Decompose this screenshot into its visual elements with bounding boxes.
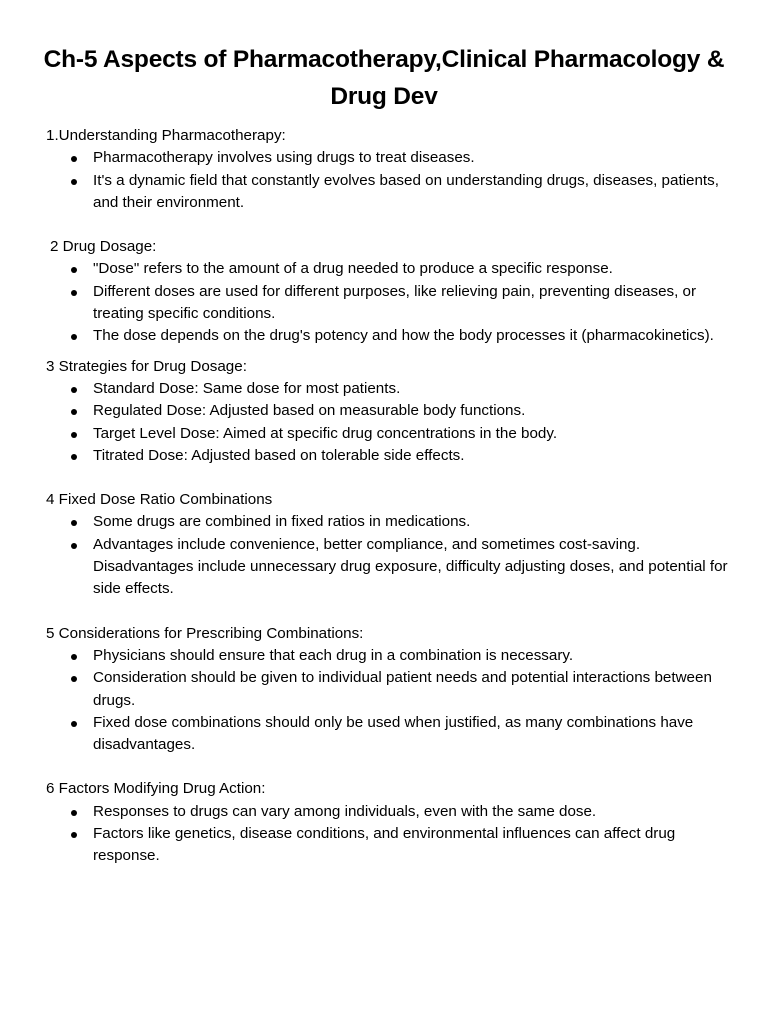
bullet-list [46,511,736,600]
list-item-text: Pharmacotherapy involves using drugs to treat diseases. [93,149,475,167]
bullet-list [46,645,736,756]
section-considerations-for-prescribing-combinations [46,623,736,757]
bullet-icon [71,432,77,438]
section-heading: 6 Factors Modifying Drug Action: [46,780,266,798]
list-item-text: "Dose" refers to the amount of a drug needed to produce a specific response. [93,260,613,278]
list-item [46,325,736,347]
list-item-text: The dose depends on the drug's potency and how the body processes it (pharmacokinetics). [93,327,714,345]
spacer [46,348,736,356]
bullet-list [46,378,736,467]
bullet-list [46,258,736,347]
document-body [46,125,736,868]
list-item-text: It's a dynamic field that constantly evolves based on understanding drugs, diseases, patients, and their environment. [93,171,719,211]
list-item [46,645,736,667]
spacer [46,467,736,489]
list-item-text: Titrated Dose: Adjusted based on tolerable side effects. [93,446,465,464]
list-item [46,258,736,280]
spacer [46,601,736,623]
bullet-icon [71,520,77,526]
list-item [46,281,736,326]
list-item-text: Target Level Dose: Aimed at specific drug concentrations in the body. [93,424,558,442]
section-understanding-pharmacotherapy [46,125,736,214]
list-item-text: Fixed dose combinations should only be used when justified, as many combinations have disadvantages. [93,713,694,754]
list-item [46,667,736,712]
bullet-list [46,801,736,868]
section-strategies-for-drug-dosage [46,356,736,467]
section-heading: 3 Strategies for Drug Dosage: [46,357,247,375]
list-item-text: Standard Dose: Same dose for most patients. [93,379,401,397]
bullet-icon [71,543,77,549]
section-heading: 4 Fixed Dose Ratio Combinations [46,491,273,509]
list-item [46,400,736,422]
list-item [46,423,736,445]
list-item [46,801,736,823]
list-item [46,170,736,215]
section-heading: 5 Considerations for Prescribing Combinations: [46,624,364,642]
list-item [46,511,736,533]
section-heading: 1.Understanding Pharmacotherapy: [46,127,286,144]
list-item-text: Some drugs are combined in fixed ratios in medications. [93,513,471,531]
bullet-icon [71,676,77,682]
bullet-list [46,147,736,214]
bullet-icon [71,654,77,660]
bullet-icon [71,387,77,393]
list-item-text: Consideration should be given to individual patient needs and potential interactions between drugs. [93,669,712,709]
list-item-text: Factors like genetics, disease conditions, and environmental influences can affect drug response. [93,825,676,865]
page-title: Ch-5 Aspects of Pharmacotherapy,Clinical Pharmacology & Drug Dev [43,46,725,110]
list-item-text: Different doses are used for different purposes, like relieving pain, preventing diseases, or treating specific conditions. [93,282,697,323]
list-item-text: Advantages include convenience, better compliance, and sometimes cost-saving. Disadvantages include unnecessary drug exposure, difficulty adjusting doses, and potential for side effects. [93,535,728,598]
bullet-icon [71,454,77,460]
section-heading: 2 Drug Dosage: [50,238,157,256]
list-item [46,712,736,757]
list-item [46,534,736,601]
section-drug-dosage [46,236,736,347]
list-item-text: Regulated Dose: Adjusted based on measurable body functions. [93,402,526,420]
section-factors-modifying-drug-action [46,778,736,867]
bullet-icon [71,267,77,273]
spacer [46,756,736,778]
bullet-icon [71,334,77,340]
list-item [46,823,736,868]
list-item [46,378,736,400]
list-item-text: Responses to drugs can vary among individuals, even with the same dose. [93,802,597,820]
list-item [46,445,736,467]
bullet-icon [71,290,77,296]
spacer [46,214,736,236]
bullet-icon [71,156,77,162]
section-fixed-dose-ratio-combinations [46,489,736,600]
bullet-icon [71,179,77,185]
list-item-text: Physicians should ensure that each drug in a combination is necessary. [93,646,574,664]
list-item [46,147,736,169]
bullet-icon [71,810,77,816]
bullet-icon [71,832,77,838]
bullet-icon [71,409,77,415]
bullet-icon [71,721,77,727]
